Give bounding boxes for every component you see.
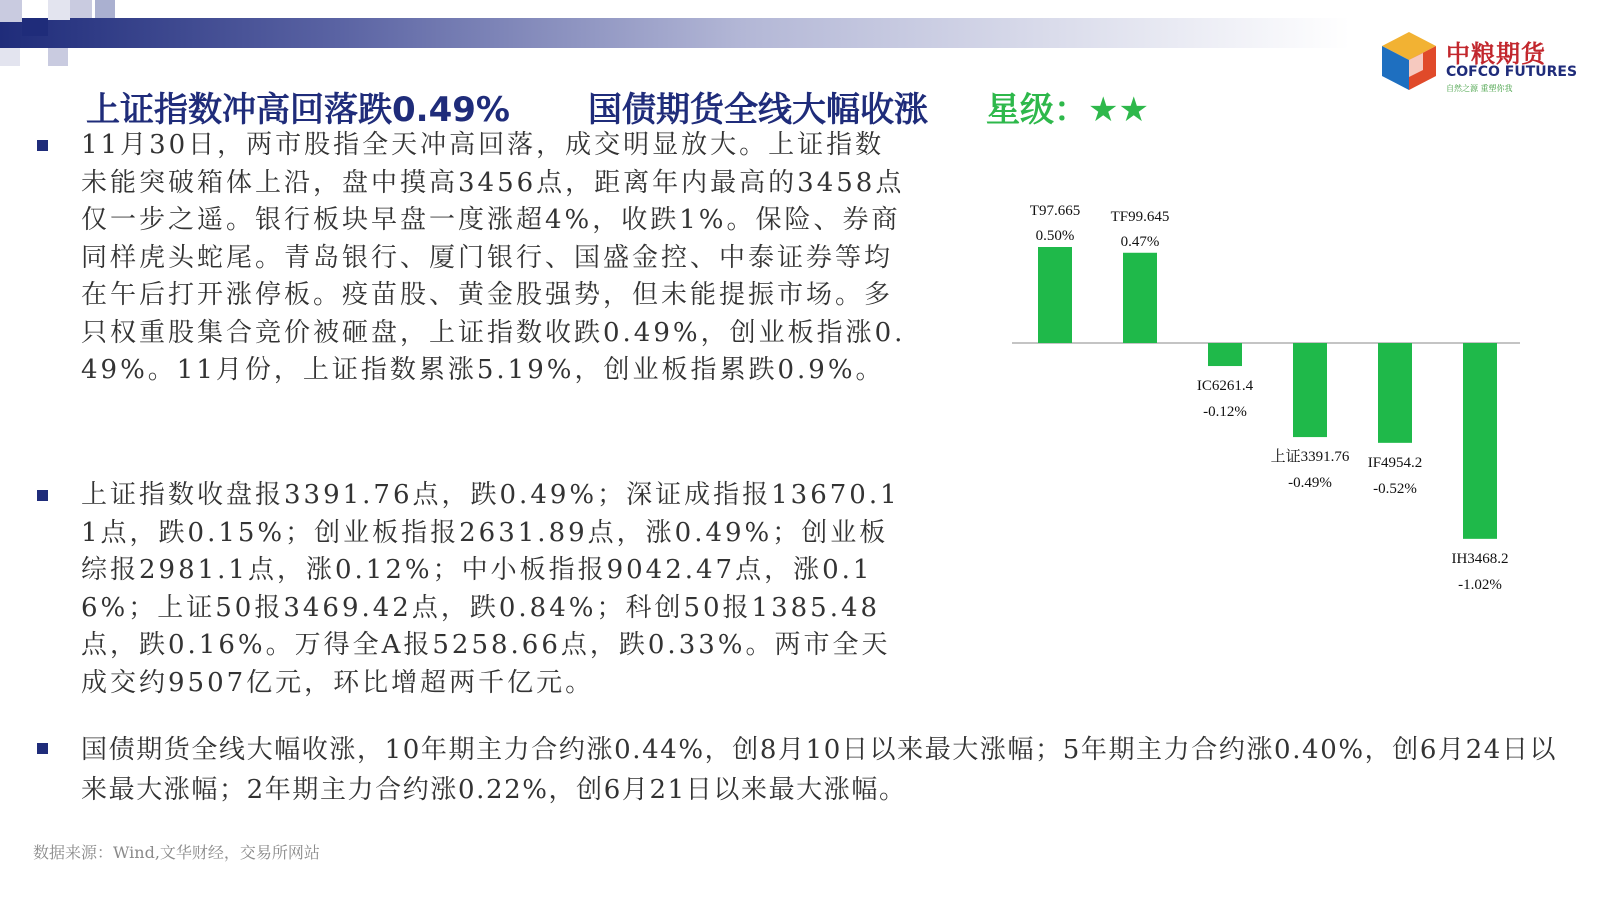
cofco-cube-icon	[1378, 30, 1440, 92]
chart-bar	[1293, 343, 1327, 437]
header-square-6	[48, 48, 68, 66]
chart-bar	[1038, 247, 1072, 343]
chart-category-label: 上证3391.76	[1270, 449, 1350, 466]
chart-category-label: IC6261.4	[1196, 378, 1254, 395]
logo-name-cn: 中粮期货	[1446, 40, 1546, 68]
bullet-marker	[37, 140, 48, 151]
header-square-1	[0, 0, 22, 22]
cofco-logo	[1378, 30, 1588, 100]
header-square-3	[48, 0, 70, 20]
chart-category-label: IF4954.2	[1367, 454, 1423, 471]
chart-value-label: -0.12%	[1203, 404, 1247, 421]
chart-value-label: 0.50%	[1035, 228, 1075, 244]
chart-category-label: TF99.645	[1110, 208, 1170, 225]
data-source-note: 数据来源：Wind,文华财经，交易所网站	[33, 843, 320, 862]
slide-title	[86, 82, 1149, 131]
header-square-5	[95, 0, 115, 18]
header-square-4	[70, 0, 92, 18]
bullet-marker	[37, 490, 48, 501]
chart-category-label: T97.665	[1029, 203, 1081, 219]
title-part-bonds: 国债期货全线大幅收涨	[587, 90, 928, 130]
title-part-index: 上证指数冲高回落跌0.49%	[86, 90, 510, 130]
logo-name-en: COFCO FUTURES	[1446, 64, 1578, 80]
bullet-marker	[37, 743, 48, 754]
paragraph-index-closes: 上证指数收盘报3391.76点，跌0.49%；深证成指报13670.11点，跌0.15%；创业板指报2631.89点，涨0.49%；创业板综报2981.1点，涨0.12%；中小板指报9042.47点，涨0.16%；上证50报3469.42点，跌0.84%；科创50报1385.48点，跌0.16%。万得全A报5258.66点，跌0.33%。两市全天成交约9507亿元，环比增超两千亿元。	[81, 480, 900, 698]
chart-value-label: -0.49%	[1288, 475, 1332, 492]
chart-bar	[1463, 343, 1497, 539]
chart-value-label: -0.52%	[1373, 480, 1417, 497]
chart-value-label: -1.02%	[1458, 576, 1502, 593]
logo-tagline: 自然之源 重塑你我	[1446, 84, 1513, 93]
header-gradient-bar	[0, 18, 1350, 48]
chart-bar	[1378, 343, 1412, 443]
chart-category-label: IH3468.2	[1451, 550, 1509, 567]
paragraph-market-summary: 11月30日，两市股指全天冲高回落，成交明显放大。上证指数未能突破箱体上沿，盘中摸高3456点，距离年内最高的3458点仅一步之遥。银行板块早盘一度涨超4%，收跌1%。保险、券商同样虎头蛇尾。青岛银行、厦门银行、国盛金控、中泰证券等均在午后打开涨停板。疫苗股、黄金股强势，但未能提振市场。多只权重股集合竞价被砸盘，上证指数收跌0.49%，创业板指涨0.49%。11月份，上证指数累涨5.19%，创业板指累跌0.9%。	[81, 130, 906, 385]
futures-change-bar-chart	[1000, 180, 1540, 610]
chart-bar	[1123, 253, 1157, 343]
paragraph-bond-futures: 国债期货全线大幅收涨，10年期主力合约涨0.44%，创8月10日以来最大涨幅；5年期主力合约涨0.40%，创6月24日以来最大涨幅；2年期主力合约涨0.22%，创6月21日以来最大涨幅。	[81, 735, 1558, 805]
header-square-2	[22, 18, 48, 36]
chart-bar	[1208, 343, 1242, 366]
header-square-7	[0, 48, 20, 66]
star-rating: 星级：★★	[985, 90, 1149, 130]
chart-value-label: 0.47%	[1120, 233, 1160, 250]
